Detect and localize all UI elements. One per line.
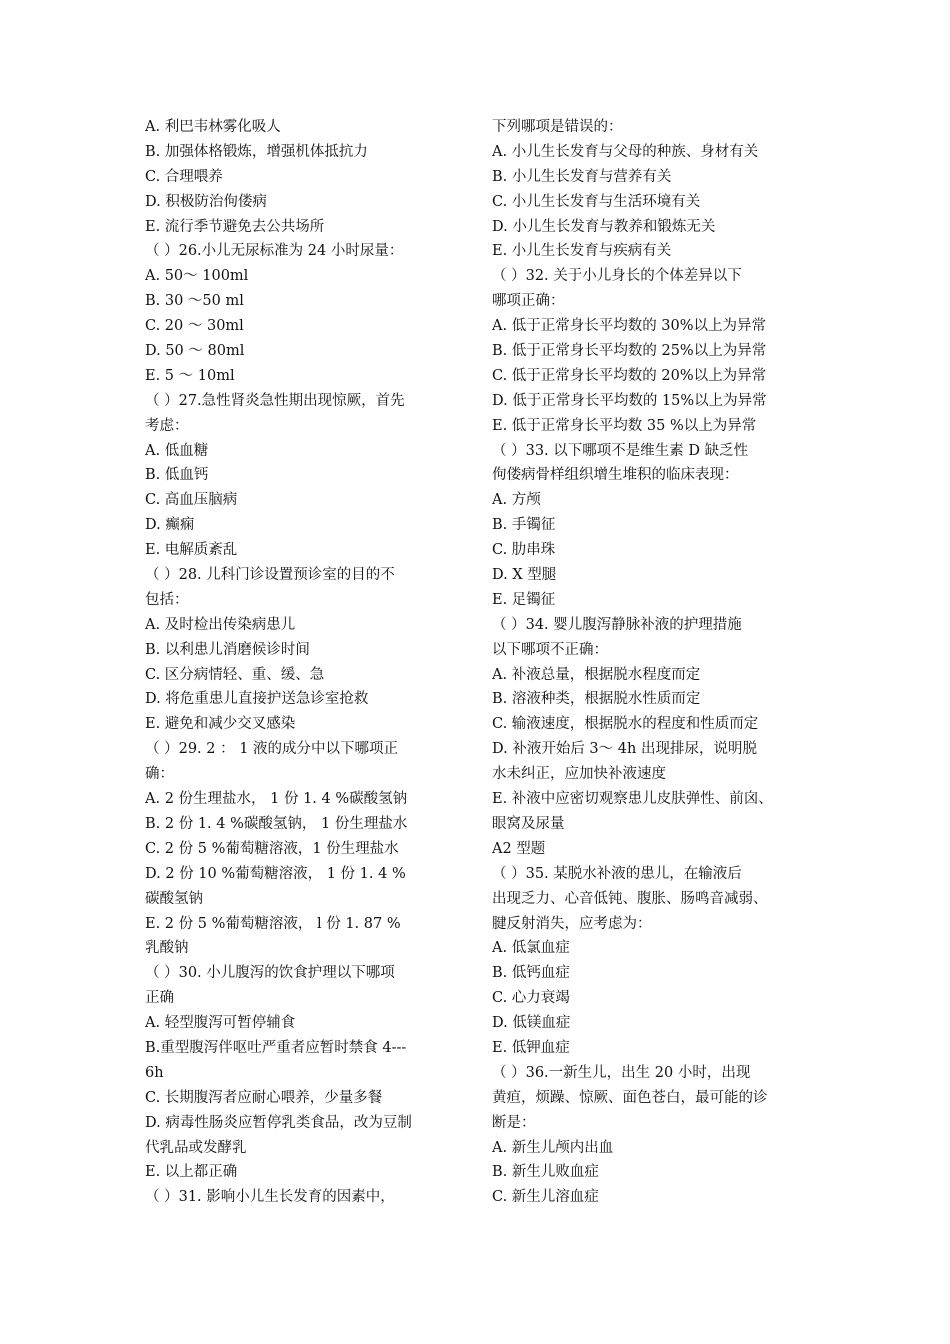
text-line: E. 流行季节避免去公共场所 — [145, 218, 325, 235]
text-line: E. 小儿生长发育与疾病有关 — [492, 243, 672, 260]
text-line: （ ）31. 影响小儿生长发育的因素中， — [145, 1189, 395, 1206]
text-line: （ ）35. 某脱水补液的患儿，在输液后 — [492, 865, 742, 882]
text-line: E. 足镯征 — [492, 591, 556, 608]
text-line: C. 肋串珠 — [492, 542, 556, 559]
text-line: D. 积极防治佝偻病 — [145, 193, 267, 210]
text-line: 水未纠正，应加快补液速度 — [492, 766, 666, 783]
text-line: E. 以上都正确 — [145, 1164, 238, 1181]
text-line: E. 电解质紊乱 — [145, 542, 238, 559]
text-line: （ ）34. 婴儿腹泻静脉补液的护理措施 — [492, 616, 742, 633]
text-line: D. 将危重患儿直接护送急诊室抢救 — [145, 691, 369, 708]
text-line: E. 避免和减少交叉感染 — [145, 716, 296, 733]
text-line: （ ）28. 儿科门诊设置预诊室的目的不 — [145, 567, 395, 584]
text-line: B. 30 ～50 ml — [145, 293, 244, 310]
text-line: （ ）29. 2 ： 1 液的成分中以下哪项正 — [145, 741, 399, 758]
text-line: 乳酸钠 — [145, 940, 189, 957]
text-line: B. 2 份 1. 4 %碳酸氢钠， 1 份生理盐水 — [145, 815, 408, 832]
text-line: 包括： — [145, 591, 189, 608]
text-line: A. 方颅 — [492, 492, 541, 509]
text-line: E. 补液中应密切观察患儿皮肤弹性、前囟、 — [492, 791, 773, 808]
text-line: 确： — [145, 766, 174, 783]
text-line: （ ）32. 关于小儿身长的个体差异以下 — [492, 268, 742, 285]
text-line: D. 癫痫 — [145, 517, 195, 534]
text-line: A. 利巴韦林雾化吸人 — [145, 119, 281, 135]
text-line: E. 5 ～ 10ml — [145, 367, 235, 384]
text-line: 代乳品或发酵乳 — [145, 1139, 247, 1156]
text-line: B. 以利患儿消磨候诊时间 — [145, 641, 310, 658]
text-line: 6h — [145, 1064, 164, 1081]
text-line: A. 50～ 100ml — [145, 268, 249, 285]
text-line: D. X 型腿 — [492, 567, 557, 584]
text-line: A. 补液总量，根据脱水程度而定 — [492, 666, 701, 683]
text-line: （ ）27.急性肾炎急性期出现惊厥，首先 — [145, 392, 405, 409]
text-line: A. 2 份生理盐水， 1 份 1. 4 %碳酸氢钠 — [145, 791, 408, 808]
text-line: C. 心力衰竭 — [492, 990, 570, 1007]
text-line: C. 高血压脑病 — [145, 492, 238, 509]
text-line: E. 低钾血症 — [492, 1039, 570, 1056]
text-line: 出现乏力、心音低钝、腹胀、肠鸣音减弱、 — [492, 890, 768, 907]
text-line: D. 2 份 10 %葡萄糖溶液， 1 份 1. 4 % — [145, 865, 406, 882]
right-text-column — [492, 115, 822, 1210]
text-line: 以下哪项不正确： — [492, 641, 608, 658]
text-line: A. 轻型腹泻可暂停辅食 — [145, 1015, 296, 1032]
text-line: E. 低于正常身长平均数 35 %以上为异常 — [492, 417, 757, 434]
text-line: C. 20 ～ 30ml — [145, 318, 244, 335]
text-line: （ ）26.小儿无尿标准为 24 小时尿量： — [145, 243, 404, 260]
text-line: 碳酸氢钠 — [145, 890, 203, 907]
text-line: C. 长期腹泻者应耐心喂养，少量多餐 — [145, 1089, 383, 1106]
text-line: A. 低氯血症 — [492, 940, 570, 957]
text-line: B. 低血钙 — [145, 467, 209, 484]
text-line: A. 低于正常身长平均数的 30%以上为异常 — [492, 318, 767, 335]
text-line: E. 2 份 5 %葡萄糖溶液， l 份 1. 87 % — [145, 915, 401, 932]
text-line: C. 小儿生长发育与生活环境有关 — [492, 193, 701, 210]
text-line: D. 补液开始后 3～ 4h 出现排尿，说明脱 — [492, 741, 757, 758]
text-line: 考虑： — [145, 417, 189, 434]
text-line: A. 及时检出传染病患儿 — [145, 616, 296, 633]
left-text-column — [145, 115, 475, 1210]
text-line: （ ）36.一新生儿，出生 20 小时，出现 — [492, 1064, 751, 1081]
text-line: D. 小儿生长发育与教养和锻炼无关 — [492, 218, 716, 235]
text-line: 腱反射消失，应考虑为： — [492, 915, 652, 932]
text-line: 断是： — [492, 1114, 536, 1131]
text-line: （ ）30. 小儿腹泻的饮食护理以下哪项 — [145, 965, 395, 982]
text-line: C. 输液速度，根据脱水的程度和性质而定 — [492, 716, 759, 733]
text-line: C. 低于正常身长平均数的 20%以上为异常 — [492, 367, 767, 384]
text-line: C. 合理喂养 — [145, 168, 223, 185]
text-line: C. 新生儿溶血症 — [492, 1189, 599, 1206]
text-line: D. 50 ～ 80ml — [145, 343, 245, 360]
text-line: B. 低钙血症 — [492, 965, 570, 982]
text-line: 黄疸，烦躁、惊厥、面色苍白，最可能的诊 — [492, 1089, 768, 1106]
text-line: B.重型腹泻伴呕吐严重者应暂时禁食 4--- — [145, 1039, 407, 1056]
text-line: B. 低于正常身长平均数的 25%以上为异常 — [492, 343, 767, 360]
text-line: D. 低镁血症 — [492, 1015, 571, 1032]
text-line: 哪项正确： — [492, 293, 565, 310]
text-line: （ ）33. 以下哪项不是维生素 D 缺乏性 — [492, 442, 749, 459]
text-line: B. 溶液种类，根据脱水性质而定 — [492, 691, 701, 708]
text-line: C. 2 份 5 %葡萄糖溶液，1 份生理盐水 — [145, 840, 399, 857]
text-line: B. 加强体格锻炼，增强机体抵抗力 — [145, 143, 368, 160]
text-line: B. 小儿生长发育与营养有关 — [492, 168, 672, 185]
text-line: D. 病毒性肠炎应暂停乳类食品，改为豆制 — [145, 1114, 412, 1131]
text-line: A2 型题 — [492, 840, 546, 857]
text-line: 下列哪项是错误的： — [492, 119, 623, 135]
text-line: A. 小儿生长发育与父母的种族、身材有关 — [492, 143, 759, 160]
text-line: 佝偻病骨样组织增生堆积的临床表现： — [492, 467, 739, 484]
text-line: B. 新生儿败血症 — [492, 1164, 599, 1181]
text-line: A. 新生儿颅内出血 — [492, 1139, 614, 1156]
text-line: D. 低于正常身长平均数的 15%以上为异常 — [492, 392, 767, 409]
text-line: A. 低血糖 — [145, 442, 209, 459]
text-line: B. 手镯征 — [492, 517, 556, 534]
text-line: C. 区分病情轻、重、缓、急 — [145, 666, 325, 683]
text-line: 眼窝及尿量 — [492, 815, 565, 832]
text-line: 正确 — [145, 990, 174, 1007]
